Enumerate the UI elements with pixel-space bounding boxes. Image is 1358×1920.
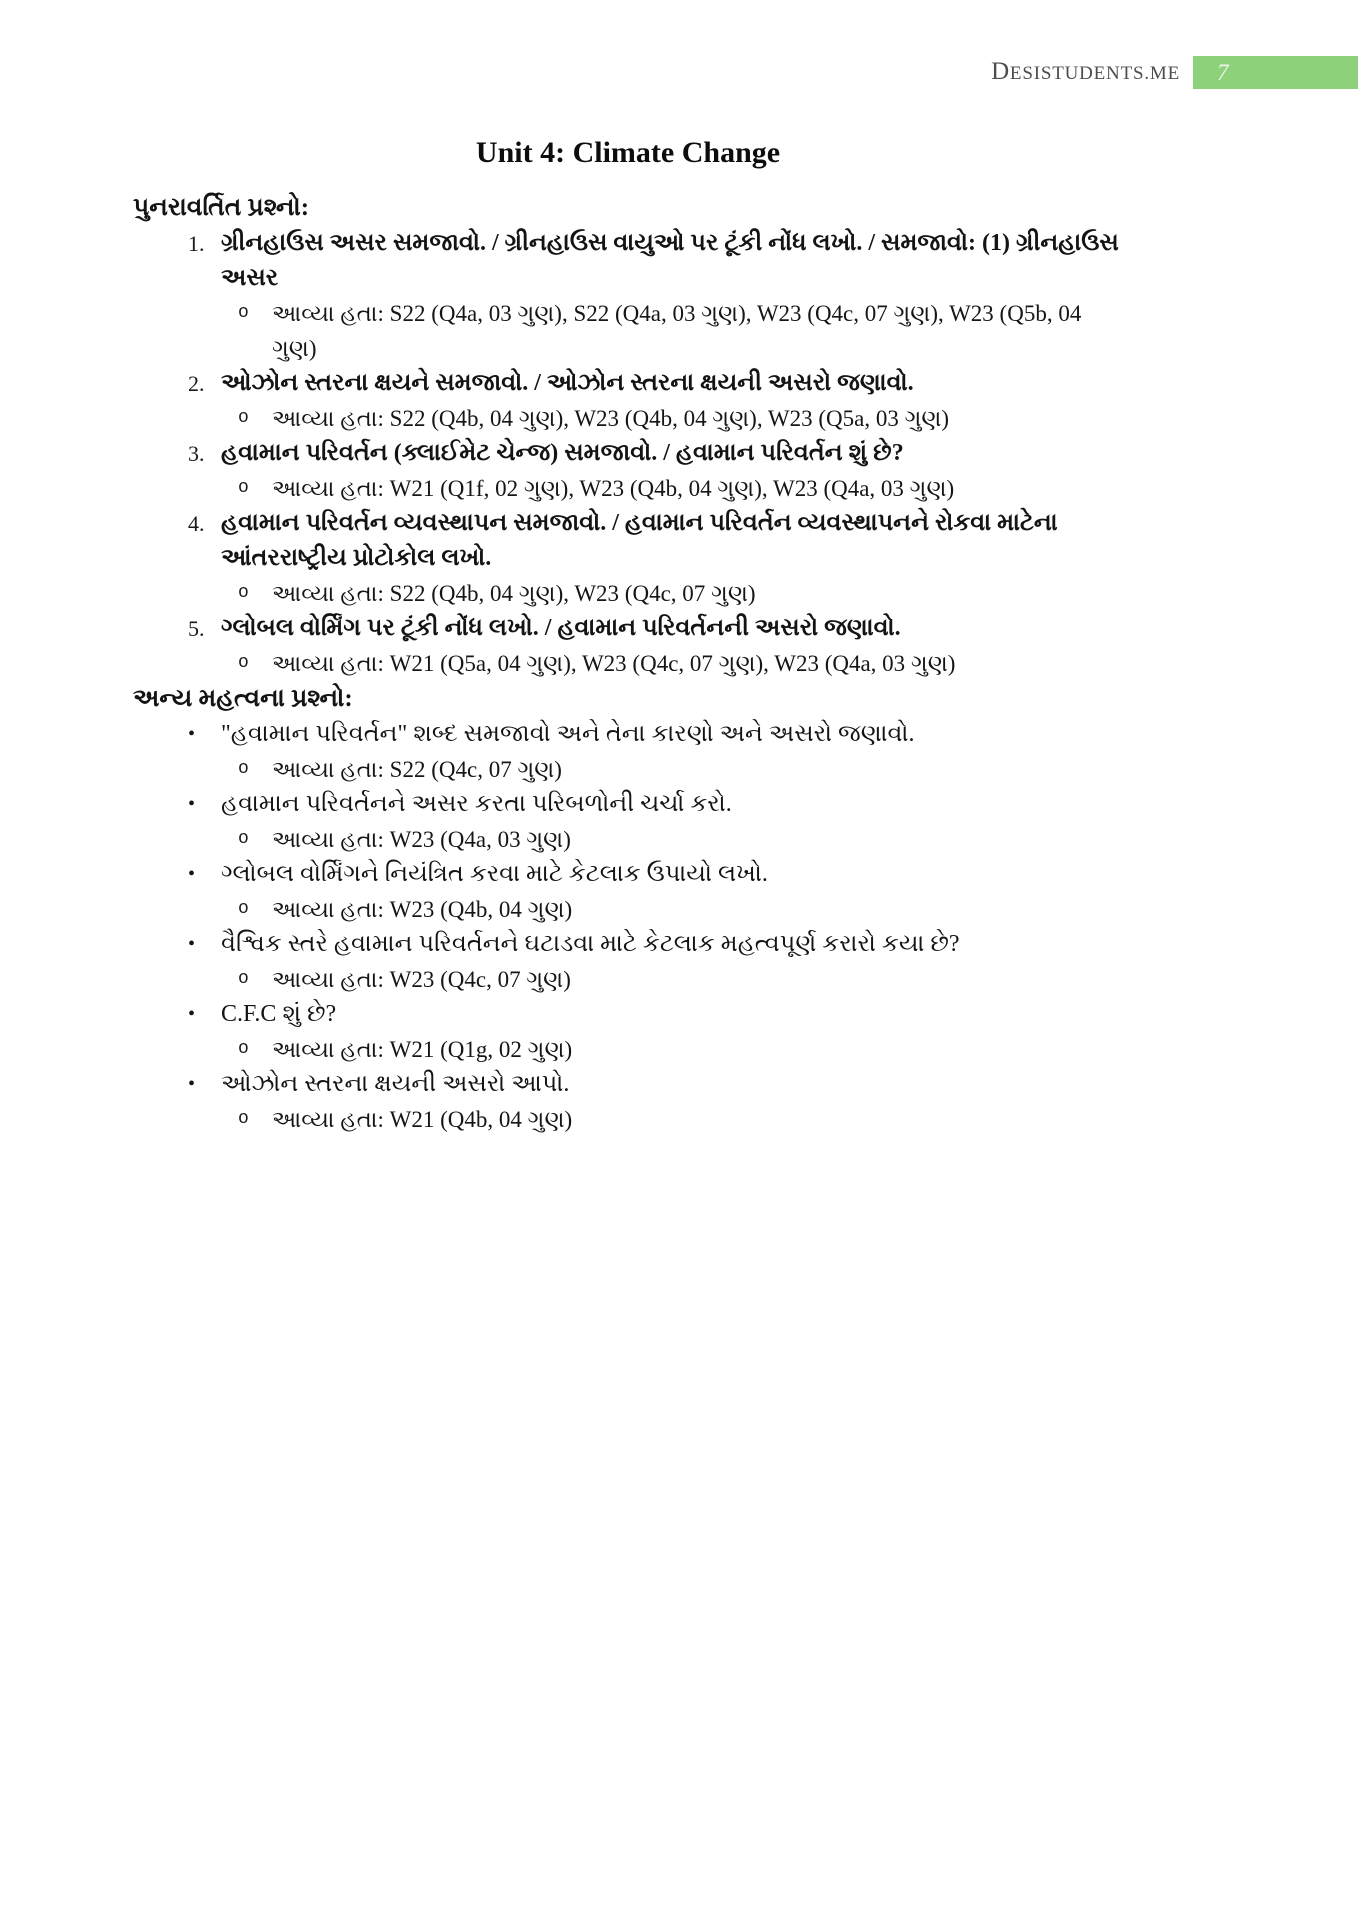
page-header <box>0 55 1358 90</box>
circle-bullet-icon: o <box>238 478 249 498</box>
circle-bullet-icon: o <box>238 583 249 603</box>
appeared-note-other-5 <box>133 1032 1125 1067</box>
appeared-note-1 <box>133 296 1125 366</box>
appeared-note-other-1 <box>133 752 1125 787</box>
question-item-1 <box>133 226 1125 296</box>
bullet-icon: • <box>188 723 196 745</box>
site-brand: DESISTUDENTS.ME <box>991 58 1180 85</box>
appeared-note-other-6 <box>133 1102 1125 1137</box>
page-content <box>133 190 1125 1137</box>
question-text: ઓઝોન સ્તરના ક્ષયને સમજાવો. / ઓઝોન સ્તરના ક્ષયની અસરો જણાવો. <box>221 370 914 396</box>
appeared-text: આવ્યા હતા: W21 (Q1f, 02 ગુણ), W23 (Q4b, 04 ગુણ), W23 (Q4a, 03 ગુણ) <box>272 476 955 501</box>
bullet-icon: • <box>188 1073 196 1095</box>
circle-bullet-icon: o <box>238 969 249 989</box>
circle-bullet-icon: o <box>238 1039 249 1059</box>
list-number: 2. <box>188 371 205 396</box>
other-question-2 <box>133 787 1125 822</box>
appeared-text: આવ્યા હતા: W23 (Q4c, 07 ગુણ) <box>272 967 571 992</box>
question-text: ગ્રીનહાઉસ અસર સમજાવો. / ગ્રીનહાઉસ વાયુઓ પર ટૂંકી નોંધ લખો. / સમજાવો: (1) ગ્રીનહાઉસ અસર <box>221 230 1119 291</box>
question-text: હવામાન પરિવર્તન વ્યવસ્થાપન સમજાવો. / હવામાન પરિવર્તન વ્યવસ્થાપનને રોકવા માટેના આંતરરાષ્ટ્રીય પ્રોટોકોલ લખો. <box>221 510 1058 571</box>
question-text: વૈશ્વિક સ્તરે હવામાન પરિવર્તનને ઘટાડવા માટે કેટલાક મહત્વપૂર્ણ કરારો કયા છે? <box>221 931 960 957</box>
question-item-5 <box>133 611 1125 646</box>
question-text: "હવામાન પરિવર્તન" શબ્દ સમજાવો અને તેના કારણો અને અસરો જણાવો. <box>221 721 915 747</box>
other-question-3 <box>133 857 1125 892</box>
question-item-3 <box>133 436 1125 471</box>
appeared-note-2 <box>133 401 1125 436</box>
bullet-icon: • <box>188 933 196 955</box>
bullet-icon: • <box>188 793 196 815</box>
circle-bullet-icon: o <box>238 1109 249 1129</box>
circle-bullet-icon: o <box>238 899 249 919</box>
circle-bullet-icon: o <box>238 653 249 673</box>
circle-bullet-icon: o <box>238 303 249 323</box>
page-number: 7 <box>1217 60 1229 85</box>
circle-bullet-icon: o <box>238 759 249 779</box>
section-heading-repeated-questions: પુનરાવર્તિત પ્રશ્નો: <box>133 194 310 221</box>
question-text: ઓઝોન સ્તરના ક્ષયની અસરો આપો. <box>221 1071 570 1097</box>
appeared-note-4 <box>133 576 1125 611</box>
bullet-icon: • <box>188 1003 196 1025</box>
question-text: હવામાન પરિવર્તનને અસર કરતા પરિબળોની ચર્ચા કરો. <box>221 791 732 817</box>
appeared-text: આવ્યા હતા: S22 (Q4b, 04 ગુણ), W23 (Q4c, 07 ગુણ) <box>272 581 756 606</box>
page-number-badge <box>1193 56 1358 89</box>
appeared-note-other-2 <box>133 822 1125 857</box>
other-question-1 <box>133 717 1125 752</box>
question-text: ગ્લોબલ વોર્મિંગ પર ટૂંકી નોંધ લખો. / હવામાન પરિવર્તનની અસરો જણાવો. <box>221 615 901 641</box>
list-number: 4. <box>188 511 205 536</box>
list-number: 1. <box>188 231 205 256</box>
question-item-4 <box>133 506 1125 576</box>
other-question-5 <box>133 997 1125 1032</box>
appeared-text: આવ્યા હતા: W23 (Q4a, 03 ગુણ) <box>272 827 571 852</box>
appeared-note-other-4 <box>133 962 1125 997</box>
appeared-text: આવ્યા હતા: W23 (Q4b, 04 ગુણ) <box>272 897 573 922</box>
list-number: 5. <box>188 616 205 641</box>
appeared-text: આવ્યા હતા: W21 (Q5a, 04 ગુણ), W23 (Q4c, 07 ગુણ), W23 (Q4a, 03 ગુણ) <box>272 651 956 676</box>
question-item-2 <box>133 366 1125 401</box>
appeared-text: આવ્યા હતા: S22 (Q4a, 03 ગુણ), S22 (Q4a, 03 ગુણ), W23 (Q4c, 07 ગુણ), W23 (Q5b, 04 ગુણ) <box>272 301 1082 361</box>
list-number: 3. <box>188 441 205 466</box>
appeared-text: આવ્યા હતા: W21 (Q4b, 04 ગુણ) <box>272 1107 573 1132</box>
appeared-text: આવ્યા હતા: S22 (Q4b, 04 ગુણ), W23 (Q4b, 04 ગુણ), W23 (Q5a, 03 ગુણ) <box>272 406 950 431</box>
appeared-note-other-3 <box>133 892 1125 927</box>
circle-bullet-icon: o <box>238 829 249 849</box>
circle-bullet-icon: o <box>238 408 249 428</box>
appeared-text: આવ્યા હતા: W21 (Q1g, 02 ગુણ) <box>272 1037 573 1062</box>
appeared-note-3 <box>133 471 1125 506</box>
question-text: ગ્લોબલ વોર્મિંગને નિયંત્રિત કરવા માટે કેટલાક ઉપાયો લખો. <box>221 861 768 887</box>
appeared-text: આવ્યા હતા: S22 (Q4c, 07 ગુણ) <box>272 757 562 782</box>
page-title: Unit 4: Climate Change <box>475 136 781 169</box>
question-text: હવામાન પરિવર્તન (ક્લાઈમેટ ચેન્જ) સમજાવો. / હવામાન પરિવર્તન શું છે? <box>221 440 904 466</box>
appeared-note-5 <box>133 646 1125 681</box>
other-question-6 <box>133 1067 1125 1102</box>
section-heading-other-questions: અન્ય મહત્વના પ્રશ્નો: <box>133 685 353 712</box>
other-question-4 <box>133 927 1125 962</box>
question-text: C.F.C શું છે? <box>221 1001 337 1027</box>
bullet-icon: • <box>188 863 196 885</box>
